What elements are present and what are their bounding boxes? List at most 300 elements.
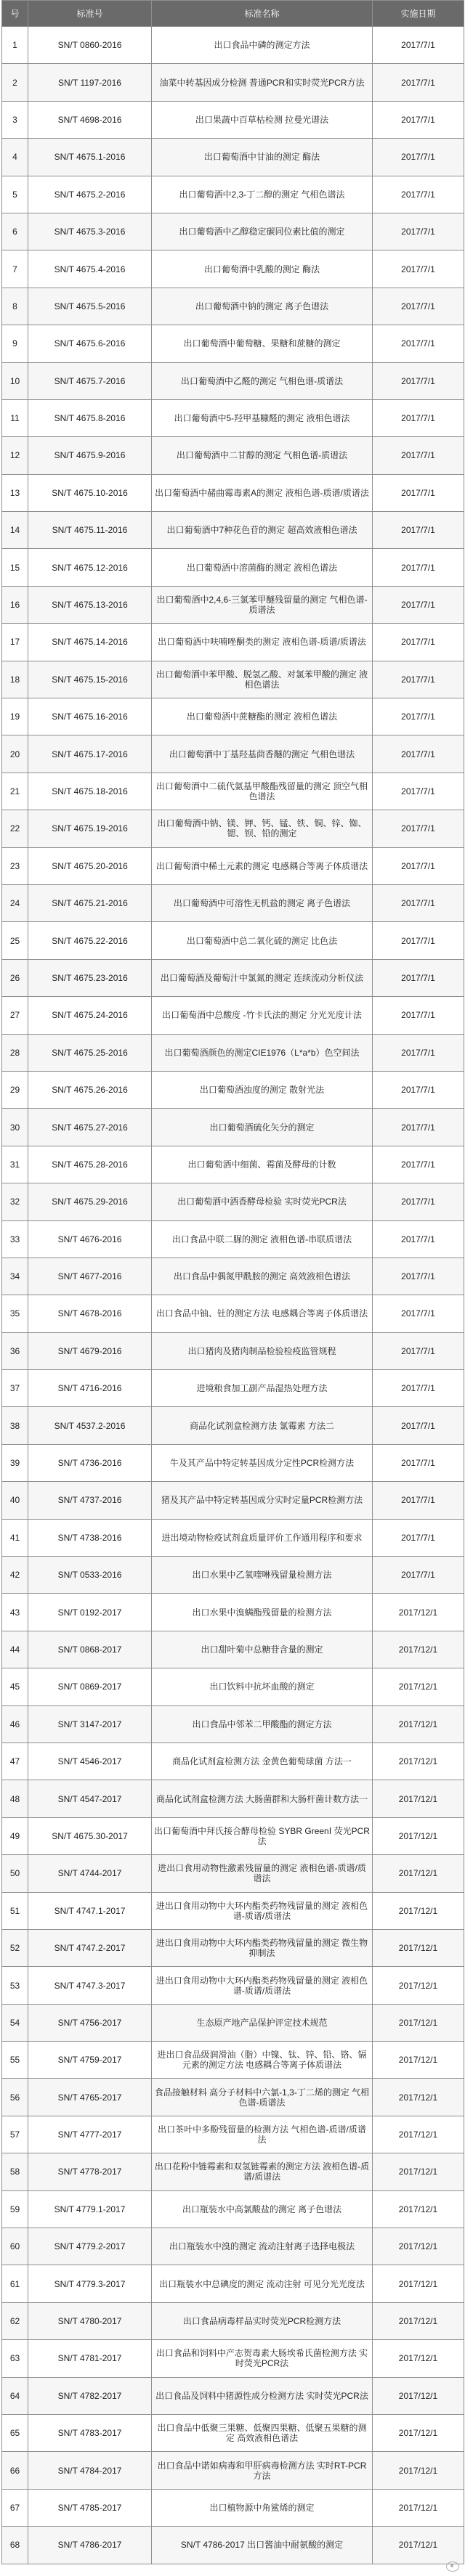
cell-effective-date: 2017/12/1 [373, 2377, 464, 2414]
cell-effective-date: 2017/7/1 [373, 176, 464, 213]
cell-standard-number: SN/T 0868-2017 [28, 1631, 152, 1668]
cell-no: 23 [2, 847, 28, 884]
header-standard-name: 标准名称 [152, 1, 373, 27]
cell-standard-name: 猪及其产品中特定转基因成分实时定量PCR检测方法 [152, 1482, 373, 1519]
cell-standard-number: SN/T 4780-2017 [28, 2302, 152, 2339]
cell-standard-number: SN/T 4675.23-2016 [28, 959, 152, 996]
table-row [2, 2190, 464, 2227]
watermark [446, 2561, 459, 2572]
cell-standard-name: 进出口食品级润滑油（脂）中镍、钛、锌、铅、铬、镉元素的测定方法 电感耦合等离子体质谱法 [152, 2042, 373, 2079]
cell-standard-name: 出口葡萄酒中乙醛的测定 气相色谱-质谱法 [152, 362, 373, 399]
cell-no: 18 [2, 661, 28, 698]
cell-no: 32 [2, 1183, 28, 1220]
cell-no: 38 [2, 1407, 28, 1444]
cell-effective-date: 2017/12/1 [373, 2004, 464, 2041]
cell-standard-number: SN/T 4677-2016 [28, 1258, 152, 1295]
cell-effective-date: 2017/12/1 [373, 1668, 464, 1705]
cell-no: 48 [2, 1780, 28, 1817]
table-row [2, 624, 464, 661]
cell-no: 29 [2, 1071, 28, 1108]
cell-effective-date: 2017/7/1 [373, 1146, 464, 1183]
cell-standard-number: SN/T 4779.2-2017 [28, 2228, 152, 2265]
cell-effective-date: 2017/12/1 [373, 2415, 464, 2452]
table-row [2, 1295, 464, 1332]
cell-no: 53 [2, 1967, 28, 2004]
cell-standard-name: 商品化试剂盒检测方法 大肠菌群和大肠杆菌计数方法一 [152, 1780, 373, 1817]
table-row [2, 2116, 464, 2153]
cell-effective-date: 2017/7/1 [373, 586, 464, 623]
table-row [2, 1668, 464, 1705]
cell-no: 37 [2, 1370, 28, 1407]
cell-standard-name: 出口葡萄酒中溶菌酶的测定 液相色谱法 [152, 549, 373, 586]
cell-no: 59 [2, 2190, 28, 2227]
cell-standard-number: SN/T 4547-2017 [28, 1780, 152, 1817]
cell-no: 58 [2, 2153, 28, 2190]
cell-standard-name: 出口葡萄酒中7种花色苷的测定 超高效液相色谱法 [152, 512, 373, 549]
cell-no: 1 [2, 27, 28, 64]
table-row [2, 1258, 464, 1295]
cell-no: 26 [2, 959, 28, 996]
cell-standard-name: 出口葡萄酒中赭曲霉毒素A的测定 液相色谱-质谱/质谱法 [152, 474, 373, 511]
table-row [2, 997, 464, 1034]
cell-effective-date: 2017/12/1 [373, 1929, 464, 1966]
cell-effective-date: 2017/12/1 [373, 1817, 464, 1854]
cell-standard-number: SN/T 4675.21-2016 [28, 884, 152, 921]
cell-standard-name: 出口植物源中角鲨烯的测定 [152, 2489, 373, 2526]
cell-standard-name: 出口食品中铀、钍的测定方法 电感耦合等离子体质谱法 [152, 1295, 373, 1332]
cell-standard-name: 出口葡萄酒中乙醇稳定碳同位素比值的测定 [152, 213, 373, 250]
cell-effective-date: 2017/7/1 [373, 624, 464, 661]
cell-standard-number: SN/T 4675.15-2016 [28, 661, 152, 698]
cell-standard-number: SN/T 4675.30-2017 [28, 1817, 152, 1854]
table-row [2, 1407, 464, 1444]
cell-standard-number: SN/T 4675.11-2016 [28, 512, 152, 549]
cell-standard-number: SN/T 4675.12-2016 [28, 549, 152, 586]
table-row [2, 1817, 464, 1854]
standards-table [1, 0, 464, 2564]
cell-no: 61 [2, 2265, 28, 2302]
cell-standard-name: 出口葡萄酒中丁基羟基茴香醚的测定 气相色谱法 [152, 735, 373, 773]
table-row [2, 2415, 464, 2452]
cell-effective-date: 2017/7/1 [373, 1519, 464, 1556]
cell-standard-number: SN/T 4675.1-2016 [28, 139, 152, 176]
cell-no: 49 [2, 1817, 28, 1854]
cell-standard-number: SN/T 4675.6-2016 [28, 325, 152, 362]
cell-standard-name: 出口茶叶中多酚残留量的检测方法 气相色谱-质谱/质谱法 [152, 2116, 373, 2153]
cell-effective-date: 2017/7/1 [373, 139, 464, 176]
cell-standard-name: 食品接触材料 高分子材料中六氯-1,3-丁二烯的测定 气相色谱-质谱法 [152, 2079, 373, 2116]
table-row [2, 2302, 464, 2339]
cell-standard-name: 出口食品中邻苯二甲酸酯的测定方法 [152, 1705, 373, 1743]
cell-standard-number: SN/T 4675.25-2016 [28, 1034, 152, 1071]
table-row [2, 549, 464, 586]
cell-effective-date: 2017/12/1 [373, 2079, 464, 2116]
cell-no: 52 [2, 1929, 28, 1966]
cell-standard-number: SN/T 4747.3-2017 [28, 1967, 152, 2004]
table-row [2, 1705, 464, 1743]
cell-standard-name: 进出口食用动物中大环内酯类药物残留量的测定 微生物抑制法 [152, 1929, 373, 1966]
table-row [2, 213, 464, 250]
cell-standard-number: SN/T 4675.5-2016 [28, 288, 152, 325]
cell-standard-name: 出口葡萄酒中2,3-丁二醇的测定 气相色谱法 [152, 176, 373, 213]
header-effective-date: 实施日期 [373, 1, 464, 27]
cell-effective-date: 2017/7/1 [373, 847, 464, 884]
table-row [2, 1967, 464, 2004]
cell-standard-name: 出口猪肉及猪肉制品检验检疫监管规程 [152, 1332, 373, 1369]
cell-effective-date: 2017/7/1 [373, 437, 464, 474]
cell-standard-number: SN/T 4698-2016 [28, 101, 152, 138]
cell-standard-name: 进出口食用动物中大环内酯类药物残留量的测定 液相色谱-质谱/质谱法 [152, 1892, 373, 1929]
table-row [2, 1109, 464, 1146]
cell-no: 36 [2, 1332, 28, 1369]
cell-standard-name: 出口水果中乙氧喹啉残留量检测方法 [152, 1557, 373, 1594]
cell-no: 67 [2, 2489, 28, 2526]
cell-no: 7 [2, 250, 28, 288]
cell-standard-number: SN/T 4744-2017 [28, 1855, 152, 1892]
table-row [2, 176, 464, 213]
cell-standard-name: 商品化试剂盒检测方法 氯霉素 方法二 [152, 1407, 373, 1444]
cell-no: 43 [2, 1594, 28, 1631]
cell-effective-date: 2017/7/1 [373, 1109, 464, 1146]
cell-standard-number: SN/T 4786-2017 [28, 2527, 152, 2564]
cell-no: 51 [2, 1892, 28, 1929]
table-row [2, 2079, 464, 2116]
cell-effective-date: 2017/7/1 [373, 362, 464, 399]
table-row [2, 139, 464, 176]
cell-effective-date: 2017/7/1 [373, 101, 464, 138]
cell-standard-number: SN/T 4675.20-2016 [28, 847, 152, 884]
cell-no: 56 [2, 2079, 28, 2116]
table-row [2, 735, 464, 773]
cell-standard-name: 出口葡萄酒中2,4,6-三氯苯甲醚残留量的测定 气相色谱-质谱法 [152, 586, 373, 623]
table-row [2, 1183, 464, 1220]
table-row [2, 1594, 464, 1631]
cell-standard-name: 出口葡萄酒中总酸度 -竹卡氏法的测定 分光光度计法 [152, 997, 373, 1034]
cell-standard-name: 出口葡萄酒颜色的测定CIE1976（L*a*b）色空间法 [152, 1034, 373, 1071]
cell-effective-date: 2017/7/1 [373, 661, 464, 698]
cell-standard-number: SN/T 4781-2017 [28, 2340, 152, 2377]
cell-effective-date: 2017/12/1 [373, 2489, 464, 2526]
cell-effective-date: 2017/12/1 [373, 2042, 464, 2079]
cell-standard-name: 进境粮食加工副产品湿热处理方法 [152, 1370, 373, 1407]
table-row [2, 288, 464, 325]
table-row [2, 2340, 464, 2377]
cell-effective-date: 2017/7/1 [373, 288, 464, 325]
header-row [2, 1, 464, 27]
cell-effective-date: 2017/7/1 [373, 1482, 464, 1519]
cell-no: 27 [2, 997, 28, 1034]
cell-standard-number: SN/T 4675.13-2016 [28, 586, 152, 623]
table-row [2, 773, 464, 810]
table-row [2, 1220, 464, 1258]
cell-effective-date: 2017/7/1 [373, 922, 464, 959]
table-row [2, 586, 464, 623]
cell-effective-date: 2017/7/1 [373, 474, 464, 511]
cell-effective-date: 2017/7/1 [373, 399, 464, 436]
cell-standard-number: SN/T 4675.8-2016 [28, 399, 152, 436]
table-row [2, 1855, 464, 1892]
cell-no: 46 [2, 1705, 28, 1743]
table-row [2, 2265, 464, 2302]
table-row [2, 2489, 464, 2526]
cell-no: 57 [2, 2116, 28, 2153]
cell-standard-name: 牛及其产品中特定转基因成分定性PCR检测方法 [152, 1444, 373, 1481]
cell-no: 21 [2, 773, 28, 810]
cell-standard-name: 生态原产地产品保护评定技术规范 [152, 2004, 373, 2041]
cell-no: 12 [2, 437, 28, 474]
cell-no: 2 [2, 64, 28, 101]
cell-effective-date: 2017/7/1 [373, 64, 464, 101]
cell-standard-number: SN/T 4777-2017 [28, 2116, 152, 2153]
table-row [2, 1034, 464, 1071]
cell-effective-date: 2017/12/1 [373, 1855, 464, 1892]
cell-standard-number: SN/T 4778-2017 [28, 2153, 152, 2190]
cell-effective-date: 2017/12/1 [373, 2153, 464, 2190]
cell-standard-number: SN/T 4675.22-2016 [28, 922, 152, 959]
cell-effective-date: 2017/12/1 [373, 2228, 464, 2265]
cell-effective-date: 2017/7/1 [373, 1034, 464, 1071]
cell-no: 64 [2, 2377, 28, 2414]
cell-effective-date: 2017/7/1 [373, 735, 464, 773]
cell-standard-name: 出口葡萄酒中乳酸的测定 酶法 [152, 250, 373, 288]
cell-standard-name: 进出境动物检疫试剂盒质量评价工作通用程序和要求 [152, 1519, 373, 1556]
cell-effective-date: 2017/12/1 [373, 2302, 464, 2339]
cell-effective-date: 2017/7/1 [373, 325, 464, 362]
cell-no: 39 [2, 1444, 28, 1481]
cell-no: 30 [2, 1109, 28, 1146]
cell-standard-number: SN/T 4675.4-2016 [28, 250, 152, 288]
cell-standard-number: SN/T 4546-2017 [28, 1743, 152, 1780]
cell-standard-number: SN/T 4679-2016 [28, 1332, 152, 1369]
cell-standard-name: 出口瓶装水中总碘度的测定 流动注射 可见分光光度法 [152, 2265, 373, 2302]
cell-effective-date: 2017/7/1 [373, 549, 464, 586]
cell-standard-name: 出口葡萄酒中稀土元素的测定 电感耦合等离子体质谱法 [152, 847, 373, 884]
table-header [2, 1, 464, 27]
cell-effective-date: 2017/12/1 [373, 1780, 464, 1817]
cell-effective-date: 2017/12/1 [373, 2527, 464, 2564]
cell-standard-name: 出口食品中诺如病毒和甲肝病毒检测方法 实时RT-PCR方法 [152, 2452, 373, 2489]
cell-standard-name: 出口食品病毒样品实时荧光PCR检测方法 [152, 2302, 373, 2339]
cell-effective-date: 2017/7/1 [373, 250, 464, 288]
cell-standard-number: SN/T 4765-2017 [28, 2079, 152, 2116]
table-row [2, 27, 464, 64]
table-row [2, 661, 464, 698]
table-row [2, 2377, 464, 2414]
cell-standard-number: SN/T 4756-2017 [28, 2004, 152, 2041]
table-row [2, 922, 464, 959]
cell-standard-name: 出口葡萄酒中蔗糖酯的测定 液相色谱法 [152, 698, 373, 735]
cell-standard-name: 出口葡萄酒中苯甲酸、脱氢乙酸、对氯苯甲酸的测定 液相色谱法 [152, 661, 373, 698]
cell-no: 45 [2, 1668, 28, 1705]
cell-no: 28 [2, 1034, 28, 1071]
cell-standard-number: SN/T 4747.2-2017 [28, 1929, 152, 1966]
cell-no: 66 [2, 2452, 28, 2489]
cell-standard-number: SN/T 4678-2016 [28, 1295, 152, 1332]
cell-effective-date: 2017/12/1 [373, 1967, 464, 2004]
cell-standard-name: 出口瓶装水中溴的测定 流动注射离子选择电极法 [152, 2228, 373, 2265]
cell-standard-number: SN/T 4675.19-2016 [28, 810, 152, 847]
cell-no: 8 [2, 288, 28, 325]
cell-standard-number: SN/T 4675.24-2016 [28, 997, 152, 1034]
cell-effective-date: 2017/7/1 [373, 959, 464, 996]
cell-standard-number: SN/T 4675.7-2016 [28, 362, 152, 399]
cell-standard-number: SN/T 4675.10-2016 [28, 474, 152, 511]
table-row [2, 1743, 464, 1780]
table-row [2, 2042, 464, 2079]
cell-standard-number: SN/T 4779.3-2017 [28, 2265, 152, 2302]
cell-standard-number: SN/T 4738-2016 [28, 1519, 152, 1556]
cell-standard-number: SN/T 4676-2016 [28, 1220, 152, 1258]
table-row [2, 101, 464, 138]
cell-no: 9 [2, 325, 28, 362]
cell-standard-number: SN/T 0869-2017 [28, 1668, 152, 1705]
cell-standard-number: SN/T 0533-2016 [28, 1557, 152, 1594]
table-row [2, 474, 464, 511]
table-row [2, 1444, 464, 1481]
cell-no: 15 [2, 549, 28, 586]
table-row [2, 250, 464, 288]
cell-no: 16 [2, 586, 28, 623]
cell-no: 47 [2, 1743, 28, 1780]
cell-effective-date: 2017/12/1 [373, 2452, 464, 2489]
cell-effective-date: 2017/12/1 [373, 1743, 464, 1780]
cell-standard-name: 出口葡萄酒浊度的测定 散射光法 [152, 1071, 373, 1108]
cell-standard-number: SN/T 4736-2016 [28, 1444, 152, 1481]
cell-standard-name: 出口葡萄酒中钠的测定 离子色谱法 [152, 288, 373, 325]
table-row [2, 2153, 464, 2190]
cell-no: 6 [2, 213, 28, 250]
cell-standard-number: SN/T 4675.14-2016 [28, 624, 152, 661]
cell-no: 41 [2, 1519, 28, 1556]
cell-no: 42 [2, 1557, 28, 1594]
cell-standard-name: 进出口食用动物性激素残留量的测定 液相色谱-质谱/质谱法 [152, 1855, 373, 1892]
table-row [2, 810, 464, 847]
table-row [2, 1780, 464, 1817]
cell-effective-date: 2017/12/1 [373, 1705, 464, 1743]
cell-no: 33 [2, 1220, 28, 1258]
cell-standard-name: 出口果蔬中百草枯检测 拉曼光谱法 [152, 101, 373, 138]
table-row [2, 698, 464, 735]
cell-effective-date: 2017/7/1 [373, 884, 464, 921]
cell-effective-date: 2017/7/1 [373, 1557, 464, 1594]
cell-standard-name: 商品化试剂盒检测方法 金黄色葡萄球菌 方法一 [152, 1743, 373, 1780]
table-row [2, 1482, 464, 1519]
cell-standard-name: 油菜中转基因成分检测 普通PCR和实时荧光PCR方法 [152, 64, 373, 101]
cell-effective-date: 2017/7/1 [373, 1071, 464, 1108]
cell-standard-number: SN/T 4675.18-2016 [28, 773, 152, 810]
cell-no: 20 [2, 735, 28, 773]
cell-standard-name: 出口葡萄酒中二硫代氨基甲酸酯残留量的测定 顶空气相色谱法 [152, 773, 373, 810]
table-body [2, 27, 464, 2564]
cell-effective-date: 2017/7/1 [373, 810, 464, 847]
cell-no: 11 [2, 399, 28, 436]
header-no: 号 [2, 1, 28, 27]
cell-standard-number: SN/T 0192-2017 [28, 1594, 152, 1631]
cell-no: 3 [2, 101, 28, 138]
cell-standard-name: 出口葡萄酒中钠、镁、钾、钙、锰、铁、铜、锌、铷、锶、钡、铅的测定 [152, 810, 373, 847]
cell-standard-name: 出口葡萄酒中甘油的测定 酶法 [152, 139, 373, 176]
cell-no: 10 [2, 362, 28, 399]
cell-effective-date: 2017/12/1 [373, 2190, 464, 2227]
cell-effective-date: 2017/7/1 [373, 1295, 464, 1332]
table-row [2, 64, 464, 101]
cell-effective-date: 2017/7/1 [373, 1220, 464, 1258]
cell-standard-number: SN/T 4784-2017 [28, 2452, 152, 2489]
cell-effective-date: 2017/7/1 [373, 512, 464, 549]
cell-standard-number: SN/T 4785-2017 [28, 2489, 152, 2526]
table-row [2, 1929, 464, 1966]
cell-no: 60 [2, 2228, 28, 2265]
cell-standard-name: 出口花粉中链霉素和双氢链霉素的测定方法 液相色谱-质谱/质谱法 [152, 2153, 373, 2190]
cell-effective-date: 2017/7/1 [373, 997, 464, 1034]
cell-standard-number: SN/T 4675.9-2016 [28, 437, 152, 474]
cell-no: 4 [2, 139, 28, 176]
cell-no: 35 [2, 1295, 28, 1332]
cell-standard-name: 出口葡萄酒中总二氧化硫的测定 比色法 [152, 922, 373, 959]
cell-standard-number: SN/T 4537.2-2016 [28, 1407, 152, 1444]
table-row [2, 399, 464, 436]
cell-no: 44 [2, 1631, 28, 1668]
table-row [2, 2452, 464, 2489]
cell-standard-name: 出口食品和饲料中产志贺毒素大肠埃希氏菌检测方法 实时荧光PCR法 [152, 2340, 373, 2377]
cell-no: 62 [2, 2302, 28, 2339]
cell-no: 5 [2, 176, 28, 213]
cell-no: 25 [2, 922, 28, 959]
cell-effective-date: 2017/7/1 [373, 698, 464, 735]
cell-standard-number: SN/T 4675.27-2016 [28, 1109, 152, 1146]
cell-no: 55 [2, 2042, 28, 2079]
cell-effective-date: 2017/12/1 [373, 2340, 464, 2377]
cell-no: 54 [2, 2004, 28, 2041]
cell-no: 50 [2, 1855, 28, 1892]
cell-effective-date: 2017/7/1 [373, 1407, 464, 1444]
cell-standard-name: 出口食品中偶氮甲酰胺的测定 高效液相色谱法 [152, 1258, 373, 1295]
cell-standard-number: SN/T 4675.26-2016 [28, 1071, 152, 1108]
cell-standard-name: 出口葡萄酒中酒香酵母检验 实时荧光PCR法 [152, 1183, 373, 1220]
cell-standard-number: SN/T 4716-2016 [28, 1370, 152, 1407]
cell-standard-name: 出口葡萄酒中5-羟甲基糠醛的测定 液相色谱法 [152, 399, 373, 436]
cell-standard-number: SN/T 4675.16-2016 [28, 698, 152, 735]
cell-no: 68 [2, 2527, 28, 2564]
cell-no: 17 [2, 624, 28, 661]
table-row [2, 2228, 464, 2265]
cell-standard-name: 出口葡萄酒中二甘醇的测定 气相色谱-质谱法 [152, 437, 373, 474]
cell-effective-date: 2017/7/1 [373, 1183, 464, 1220]
cell-standard-number: SN/T 4782-2017 [28, 2377, 152, 2414]
cell-effective-date: 2017/12/1 [373, 1892, 464, 1929]
cell-standard-name: SN/T 4786-2017 出口酱油中耐氨酸的测定 [152, 2527, 373, 2564]
cell-no: 22 [2, 810, 28, 847]
table-row [2, 2004, 464, 2041]
cell-standard-name: 出口葡萄酒中呋喃唑酮类的测定 液相色谱-质谱/质谱法 [152, 624, 373, 661]
cell-standard-number: SN/T 0860-2016 [28, 27, 152, 64]
cell-standard-name: 出口葡萄酒中可溶性无机盐的测定 离子色谱法 [152, 884, 373, 921]
cell-standard-name: 出口葡萄酒中细菌、霉菌及酵母的计数 [152, 1146, 373, 1183]
cell-no: 13 [2, 474, 28, 511]
cell-effective-date: 2017/12/1 [373, 2265, 464, 2302]
table-row [2, 1332, 464, 1369]
cell-standard-number: SN/T 4675.17-2016 [28, 735, 152, 773]
cell-effective-date: 2017/7/1 [373, 1444, 464, 1481]
cell-no: 24 [2, 884, 28, 921]
table-row [2, 1631, 464, 1668]
cell-no: 19 [2, 698, 28, 735]
cell-effective-date: 2017/7/1 [373, 1370, 464, 1407]
cell-standard-number: SN/T 1197-2016 [28, 64, 152, 101]
cell-standard-name: 出口甜叶菊中总糖苷含量的测定 [152, 1631, 373, 1668]
cell-effective-date: 2017/12/1 [373, 1594, 464, 1631]
cell-no: 65 [2, 2415, 28, 2452]
